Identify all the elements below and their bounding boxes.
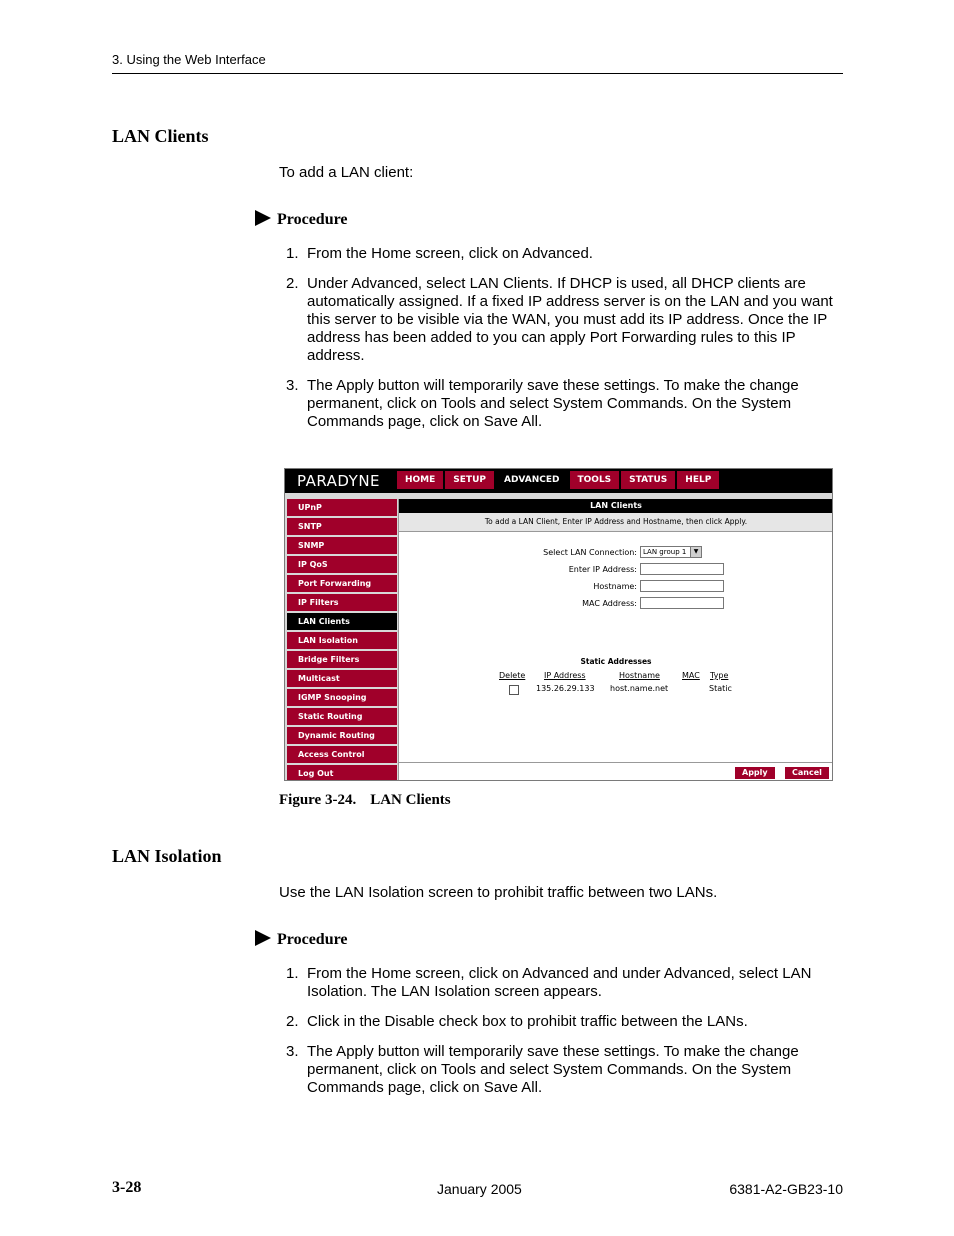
step-text: The Apply button will temporarily save these settings. To make the change permanent, click on Tools and select System Commands. On the System Commands page, click on Save All. xyxy=(307,1043,799,1096)
tab-tools[interactable]: TOOLS xyxy=(570,471,620,489)
step-number: 1. xyxy=(286,245,299,262)
apply-button[interactable]: Apply xyxy=(735,767,775,779)
procedure-step xyxy=(279,1043,843,1097)
column-header-delete: Delete xyxy=(499,671,526,680)
hostname-label: Hostname: xyxy=(593,582,637,591)
procedure-step xyxy=(279,965,843,1001)
step-text: The Apply button will temporarily save these settings. To make the change permanent, click on Tools and select System Commands. On the System Commands page, click on Save All. xyxy=(307,377,799,430)
section-title-lan-clients: LAN Clients xyxy=(112,126,209,146)
content-title: LAN Clients xyxy=(399,499,833,513)
content-panel xyxy=(398,499,833,781)
procedure-label: Procedure xyxy=(277,211,348,228)
mac-address-label: MAC Address: xyxy=(582,599,637,608)
paradyne-logo: PARADYNE xyxy=(297,472,381,490)
running-header: 3. Using the Web Interface xyxy=(112,52,266,67)
cell-type: Static xyxy=(709,684,732,693)
static-addresses-title: Static Addresses xyxy=(580,657,652,666)
header-rule xyxy=(112,73,843,74)
cancel-button[interactable]: Cancel xyxy=(785,767,829,779)
procedure-step xyxy=(279,377,843,431)
tab-setup[interactable]: SETUP xyxy=(445,471,494,489)
tab-home[interactable]: HOME xyxy=(397,471,443,489)
sidebar-item-bridge-filters[interactable]: Bridge Filters xyxy=(287,651,397,668)
sidebar-item-igmp-snooping[interactable]: IGMP Snooping xyxy=(287,689,397,706)
sidebar-item-ip-qos[interactable]: IP QoS xyxy=(287,556,397,573)
hostname-input[interactable] xyxy=(640,580,724,592)
sidebar-item-snmp[interactable]: SNMP xyxy=(287,537,397,554)
procedure-step xyxy=(279,275,843,365)
procedure-heading xyxy=(255,930,348,949)
page-number: 3-28 xyxy=(112,1179,142,1196)
step-text: From the Home screen, click on Advanced. xyxy=(307,245,593,262)
caption-title: LAN Clients xyxy=(370,792,451,808)
nav-tabs xyxy=(397,471,719,489)
step-text: Click in the Disable check box to prohibit traffic between the LANs. xyxy=(307,1013,748,1030)
tab-status[interactable]: STATUS xyxy=(621,471,675,489)
procedure-steps xyxy=(279,965,843,1109)
sidebar-item-ip-filters[interactable]: IP Filters xyxy=(287,594,397,611)
sidebar-item-multicast[interactable]: Multicast xyxy=(287,670,397,687)
step-number: 1. xyxy=(286,965,299,982)
form-row xyxy=(399,595,833,612)
procedure-heading xyxy=(255,210,348,229)
step-text: From the Home screen, click on Advanced and under Advanced, select LAN Isolation. The LAN Isolation screen appears. xyxy=(307,965,812,1000)
sidebar-item-log-out[interactable]: Log Out xyxy=(287,765,397,781)
sidebar-item-sntp[interactable]: SNTP xyxy=(287,518,397,535)
content-description: To add a LAN Client, Enter IP Address and Hostname, then click Apply. xyxy=(399,513,833,532)
form-row xyxy=(399,578,833,595)
column-header-hostname: Hostname xyxy=(619,671,660,680)
step-text: Under Advanced, select LAN Clients. If DHCP is used, all DHCP clients are automatically assigned. If a fixed IP address server is on the LAN and you want this server to be visible via the WAN, you must add its IP address. Once the IP address has been added to you can apply Port Forwarding rules to this IP address. xyxy=(307,275,833,364)
column-header-type: Type xyxy=(710,671,729,680)
procedure-steps xyxy=(279,245,843,443)
form-row xyxy=(399,561,833,578)
document-id: 6381-A2-GB23-10 xyxy=(729,1181,843,1197)
section-intro: Use the LAN Isolation screen to prohibit traffic between two LANs. xyxy=(279,884,718,901)
select-lan-label: Select LAN Connection: xyxy=(543,548,637,557)
step-number: 3. xyxy=(286,377,299,394)
delete-checkbox[interactable] xyxy=(509,685,519,695)
section-intro: To add a LAN client: xyxy=(279,164,414,181)
procedure-arrow-icon xyxy=(255,930,271,946)
form-row xyxy=(399,544,833,561)
step-number: 2. xyxy=(286,1013,299,1030)
section-title-lan-isolation: LAN Isolation xyxy=(112,846,222,866)
lan-connection-value: LAN group 1 xyxy=(643,548,687,556)
sidebar-item-port-forwarding[interactable]: Port Forwarding xyxy=(287,575,397,592)
procedure-step xyxy=(279,245,843,263)
sidebar-item-access-control[interactable]: Access Control xyxy=(287,746,397,763)
sidebar-item-static-routing[interactable]: Static Routing xyxy=(287,708,397,725)
step-number: 3. xyxy=(286,1043,299,1060)
sidebar-menu xyxy=(287,499,397,781)
tab-help[interactable]: HELP xyxy=(677,471,719,489)
mac-address-input[interactable] xyxy=(640,597,724,609)
top-nav-bar xyxy=(285,469,832,493)
cell-ip-address: 135.26.29.133 xyxy=(536,684,595,693)
lan-clients-screenshot xyxy=(284,468,833,781)
caption-number: Figure 3-24. xyxy=(279,792,357,808)
cell-hostname: host.name.net xyxy=(610,684,669,693)
column-header-ip-address: IP Address xyxy=(544,671,586,680)
tab-advanced[interactable]: ADVANCED xyxy=(496,471,568,489)
procedure-arrow-icon xyxy=(255,210,271,226)
step-number: 2. xyxy=(286,275,299,292)
sidebar-item-dynamic-routing[interactable]: Dynamic Routing xyxy=(287,727,397,744)
chevron-down-icon: ▼ xyxy=(690,547,701,557)
sidebar-item-upnp[interactable]: UPnP xyxy=(287,499,397,516)
ip-address-label: Enter IP Address: xyxy=(568,565,637,574)
action-bar xyxy=(399,762,833,781)
figure-caption xyxy=(279,792,451,809)
column-header-mac: MAC xyxy=(682,671,700,680)
footer-date: January 2005 xyxy=(437,1181,522,1197)
lan-client-form xyxy=(399,544,833,612)
procedure-step xyxy=(279,1013,843,1031)
procedure-label: Procedure xyxy=(277,931,348,948)
ip-address-input[interactable] xyxy=(640,563,724,575)
sidebar-item-lan-clients[interactable]: LAN Clients xyxy=(287,613,397,630)
sidebar-item-lan-isolation[interactable]: LAN Isolation xyxy=(287,632,397,649)
lan-connection-select[interactable] xyxy=(640,546,702,558)
